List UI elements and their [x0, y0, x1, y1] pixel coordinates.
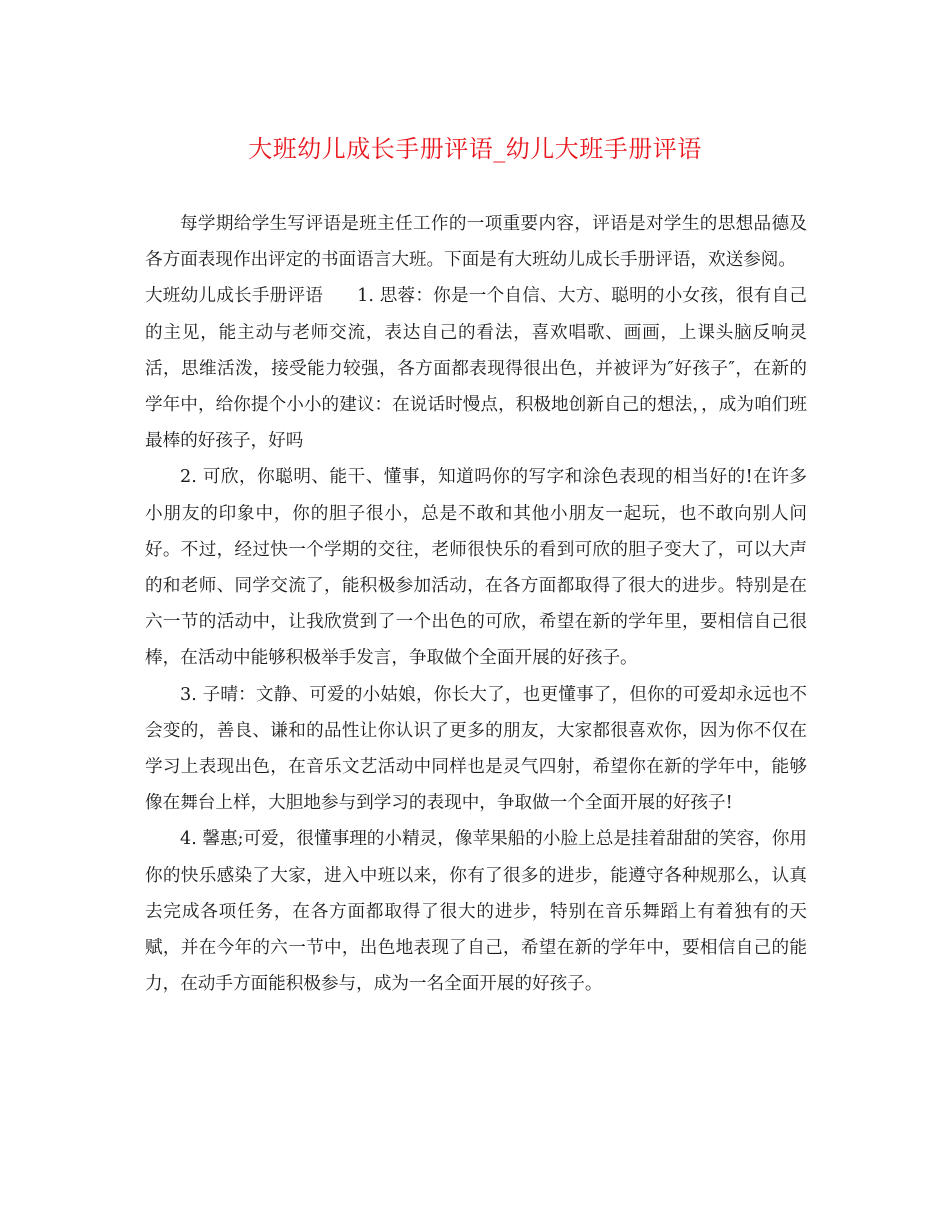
comment-paragraph-1 — [145, 278, 807, 459]
intro-paragraph: 每学期给学生写评语是班主任工作的一项重要内容，评语是对学生的思想品德及各方面表现作出评定的书面语言大班。下面是有大班幼儿成长手册评语，欢送参阅。 — [145, 214, 807, 271]
comment-paragraph-4: 4. 馨惠;可爱，很懂事理的小精灵，像苹果船的小脸上总是挂着甜甜的笑容，你用你的快乐感染了大家，进入中班以来，你有了很多的进步，能遵守各种规那么，认真去完成各项任务，在各方面都取得了很大的进步，特别在音乐舞蹈上有着独有的天赋，并在今年的六一节中，出色地表现了自己，希望在新的学年中，要相信自己的能力，在动手方面能积极参与，成为一名全面开展的好孩子。 — [145, 829, 807, 995]
comment-paragraph-2: 2. 可欣，你聪明、能干、懂事，知道吗你的写字和涂色表现的相当好的!在许多小朋友的印象中，你的胆子很小，总是不敢和其他小朋友一起玩，也不敢向别人问好。不过，经过快一个学期的交往，老师很快乐的看到可欣的胆子变大了，可以大声的和老师、同学交流了，能积极参加活动，在各方面都取得了很大的进步。特别是在六一节的活动中，让我欣赏到了一个出色的可欣，希望在新的学年里，要相信自己很棒，在活动中能够积极举手发言，争取做个全面开展的好孩子。 — [145, 467, 807, 669]
document-body — [145, 206, 807, 1002]
section-heading: 大班幼儿成长手册评语 — [145, 286, 324, 307]
comment-text-1: 1. 思蓉：你是一个自信、大方、聪明的小女孩，很有自己的主见，能主动与老师交流，表达自己的看法，喜欢唱歌、画画，上课头脑反响灵活，思维活泼，接受能力较强，各方面都表现得很出色，并被评为″好孩子″，在新的学年中，给你提个小小的建议：在说话时慢点，积极地创新自己的想法，，成为咱们班最棒的好孩子，好吗 — [145, 286, 807, 452]
comment-paragraph-3: 3. 子晴：文静、可爱的小姑娘，你长大了，也更懂事了，但你的可爱却永远也不会变的，善良、谦和的品性让你认识了更多的朋友，大家都很喜欢你，因为你不仅在学习上表现出色，在音乐文艺活动中同样也是灵气四射，希望你在新的学年中，能够像在舞台上样，大胆地参与到学习的表现中，争取做一个全面开展的好孩子! — [145, 684, 807, 814]
document-title: 大班幼儿成长手册评语_幼儿大班手册评语 — [248, 135, 702, 163]
